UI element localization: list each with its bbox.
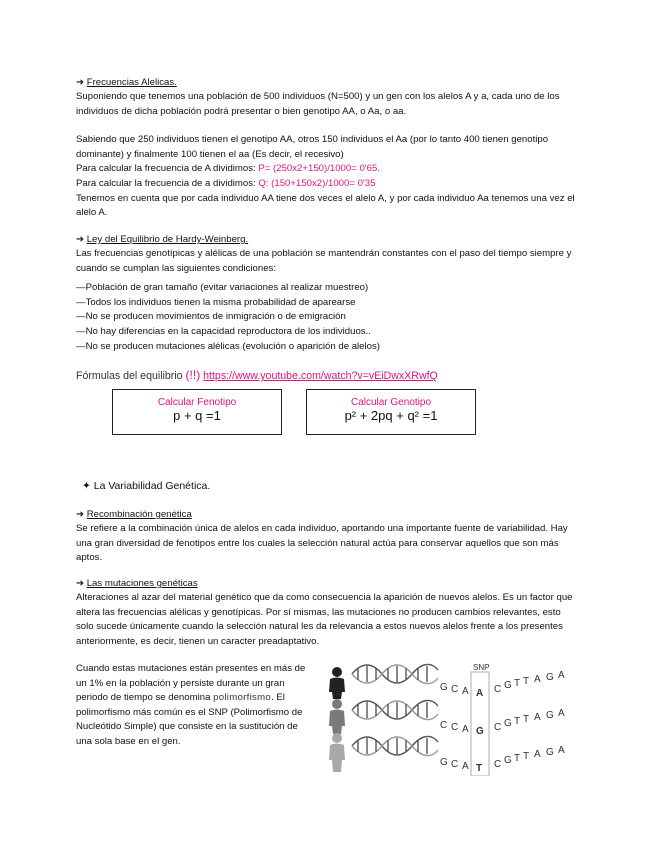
section-hardy-weinberg — [76, 233, 576, 354]
box-equation: p² + 2pq + q² =1 — [344, 408, 438, 423]
calc-label: Para calcular la frecuencia de A dividimos: — [76, 163, 256, 175]
variability-title: La Variabilidad Genética. — [93, 480, 211, 492]
base-letter: T — [523, 714, 530, 725]
arrow-icon: ➔ — [76, 509, 85, 520]
base-letter: C — [494, 684, 502, 695]
snp-text-part: . El polimorfismo más común es el SNP (Polimorfismo de Nucleótido Simple) que consiste en la sustitución de una sola base en el gen. — [76, 692, 303, 747]
base-letter: G — [440, 682, 448, 693]
star-bullet-icon: ✦ — [82, 480, 91, 492]
calc-label: Para calcular la frecuencia de a dividimos: — [76, 177, 256, 189]
base-letter: T — [476, 763, 483, 774]
section-title: Recombinación genética — [86, 509, 192, 520]
calc-formula: Q: (150+150x2)/1000= 0'35 — [258, 177, 376, 189]
paragraph: Sabiendo que 250 individuos tienen el genotipo AA, otros 150 individuos el Aa (por lo tanto 400 tienen genotipo dominante) y finalmente 100 tienen el aa (Es decir, el recesivo) — [76, 134, 549, 160]
base-letter: A — [558, 745, 565, 756]
base-letter: C — [494, 759, 502, 770]
base-letter: A — [534, 749, 541, 760]
section-title: Ley del Equilibrio de Hardy-Weinberg. — [86, 234, 249, 245]
base-letter: T — [514, 678, 521, 689]
arrow-icon: ➔ — [76, 77, 85, 88]
base-letter: A — [462, 724, 469, 735]
paragraph: Tenemos en cuenta que por cada individuo AA tiene dos veces el alelo A, y por cada individuo Aa tenemos una vez el alelo A. — [76, 192, 575, 219]
section-heading — [76, 508, 576, 522]
section-heading — [76, 76, 576, 90]
snp-paragraph — [76, 662, 316, 750]
section-heading — [76, 233, 576, 247]
dna-helix-icon — [352, 664, 438, 683]
base-letter: T — [514, 716, 521, 727]
snp-label: SNP — [473, 663, 490, 672]
calc-line-a — [76, 177, 576, 192]
section-title: Frecuencias Alelicas. — [86, 77, 177, 88]
warning-mark: (!!) — [185, 368, 201, 382]
paragraph: Alteraciones al azar del material genético que da como consecuencia la aparición de nuevos alelos. Es un factor que altera las frecuencias alélicas y genotípicas. Por sí mismas, las mutaciones no producen cambios relevantes, esto solo sucede únicamente cuando la selección natural les da relevancia a estos nuevos alelos frente a los presentes anteriormente, es decir, tienen un caracter preadaptativo. — [76, 592, 573, 647]
box-caption: Calcular Genotipo — [350, 397, 432, 408]
section-allele-frequencies — [76, 76, 576, 221]
variability-heading — [82, 479, 582, 494]
base-letter: A — [476, 688, 484, 699]
snp-illustration — [318, 658, 568, 776]
paragraph: Las frecuencias genotípicas y alélicas de una población se mantendrán constantes con el paso del tiempo siempre y cuando se cumplan las siguientes condiciones: — [76, 248, 572, 274]
section-recombination — [76, 508, 576, 566]
arrow-icon: ➔ — [76, 234, 85, 245]
base-letter: A — [534, 674, 541, 685]
base-letter: T — [523, 751, 530, 762]
base-letter: C — [494, 722, 502, 733]
base-letter: A — [558, 708, 565, 719]
base-letter: G — [546, 710, 554, 721]
box-caption: Calcular Fenotipo — [157, 397, 237, 408]
base-letter: G — [440, 757, 448, 768]
calc-line-A — [76, 162, 576, 177]
genotype-formula-box — [306, 389, 476, 435]
base-letter: G — [504, 718, 512, 729]
base-letter: G — [504, 755, 512, 766]
paragraph: Se refiere a la combinación única de alelos en cada individuo, aportando una importante fuente de variabilidad. Hay una gran diversidad de fenotipos entre los cuales la selección natural actúa para conservar aquellos que son más aptos. — [76, 523, 568, 564]
base-letter: G — [504, 680, 512, 691]
youtube-link[interactable]: https://www.youtube.com/watch?v=vEiDwxXRwfQ — [203, 370, 438, 382]
base-letter: T — [514, 753, 521, 764]
base-letter: G — [546, 672, 554, 683]
list-item: —No se producen mutaciones alélicas (evolución o aparición de alelos) — [76, 340, 380, 352]
section-heading — [76, 577, 576, 591]
snp-text-part: Cuando estas mutaciones están presentes en más de un 1% en la población y persiste durante un gran periodo de tiempo se denomina — [76, 663, 306, 704]
section-title: Las mutaciones genéticas — [86, 578, 198, 589]
conditions-list — [76, 281, 576, 354]
base-letter: A — [558, 670, 565, 681]
base-letter: G — [546, 747, 554, 758]
formulas-label: Fórmulas del equilibrio — [76, 370, 183, 382]
base-letter: C — [451, 684, 459, 695]
person-silhouette-icon — [329, 667, 345, 699]
base-letter: A — [462, 686, 469, 697]
paragraph: Suponiendo que tenemos una población de 500 individuos (N=500) y un gen con los alelos A y a, cada uno de los individuos de dicha población podrá presentar o bien genotipo AA, o Aa, o aa. — [76, 91, 560, 117]
arrow-icon: ➔ — [76, 578, 85, 589]
list-item: —Población de gran tamaño (evitar variaciones al realizar muestreo) — [76, 282, 369, 294]
list-item: —No se producen movimientos de inmigración o de emigración — [76, 311, 346, 323]
person-silhouette-icon — [329, 699, 345, 734]
base-letter: C — [451, 722, 459, 733]
base-letter: T — [523, 676, 530, 687]
polymorphism-term: polimorfismo — [213, 692, 272, 704]
section-mutations — [76, 577, 576, 649]
base-letter: G — [476, 726, 484, 737]
base-letter: A — [462, 761, 469, 772]
base-letter: C — [451, 759, 459, 770]
list-item: —Todos los individuos tienen la misma probabilidad de aparearse — [76, 296, 356, 308]
dna-helix-icon — [352, 736, 438, 755]
formulas-line — [76, 368, 576, 384]
list-item: —No hay diferencias en la capacidad reproductora de los individuos.. — [76, 325, 371, 337]
base-sequences — [440, 670, 565, 774]
dna-helix-icon — [352, 700, 438, 719]
box-equation: p + q =1 — [173, 408, 221, 423]
phenotype-formula-box — [112, 389, 282, 435]
base-letter: A — [534, 712, 541, 723]
base-letter: C — [440, 720, 448, 731]
person-silhouette-icon — [329, 733, 345, 772]
calc-formula: P= (250x2+150)/1000= 0'65. — [258, 163, 380, 175]
